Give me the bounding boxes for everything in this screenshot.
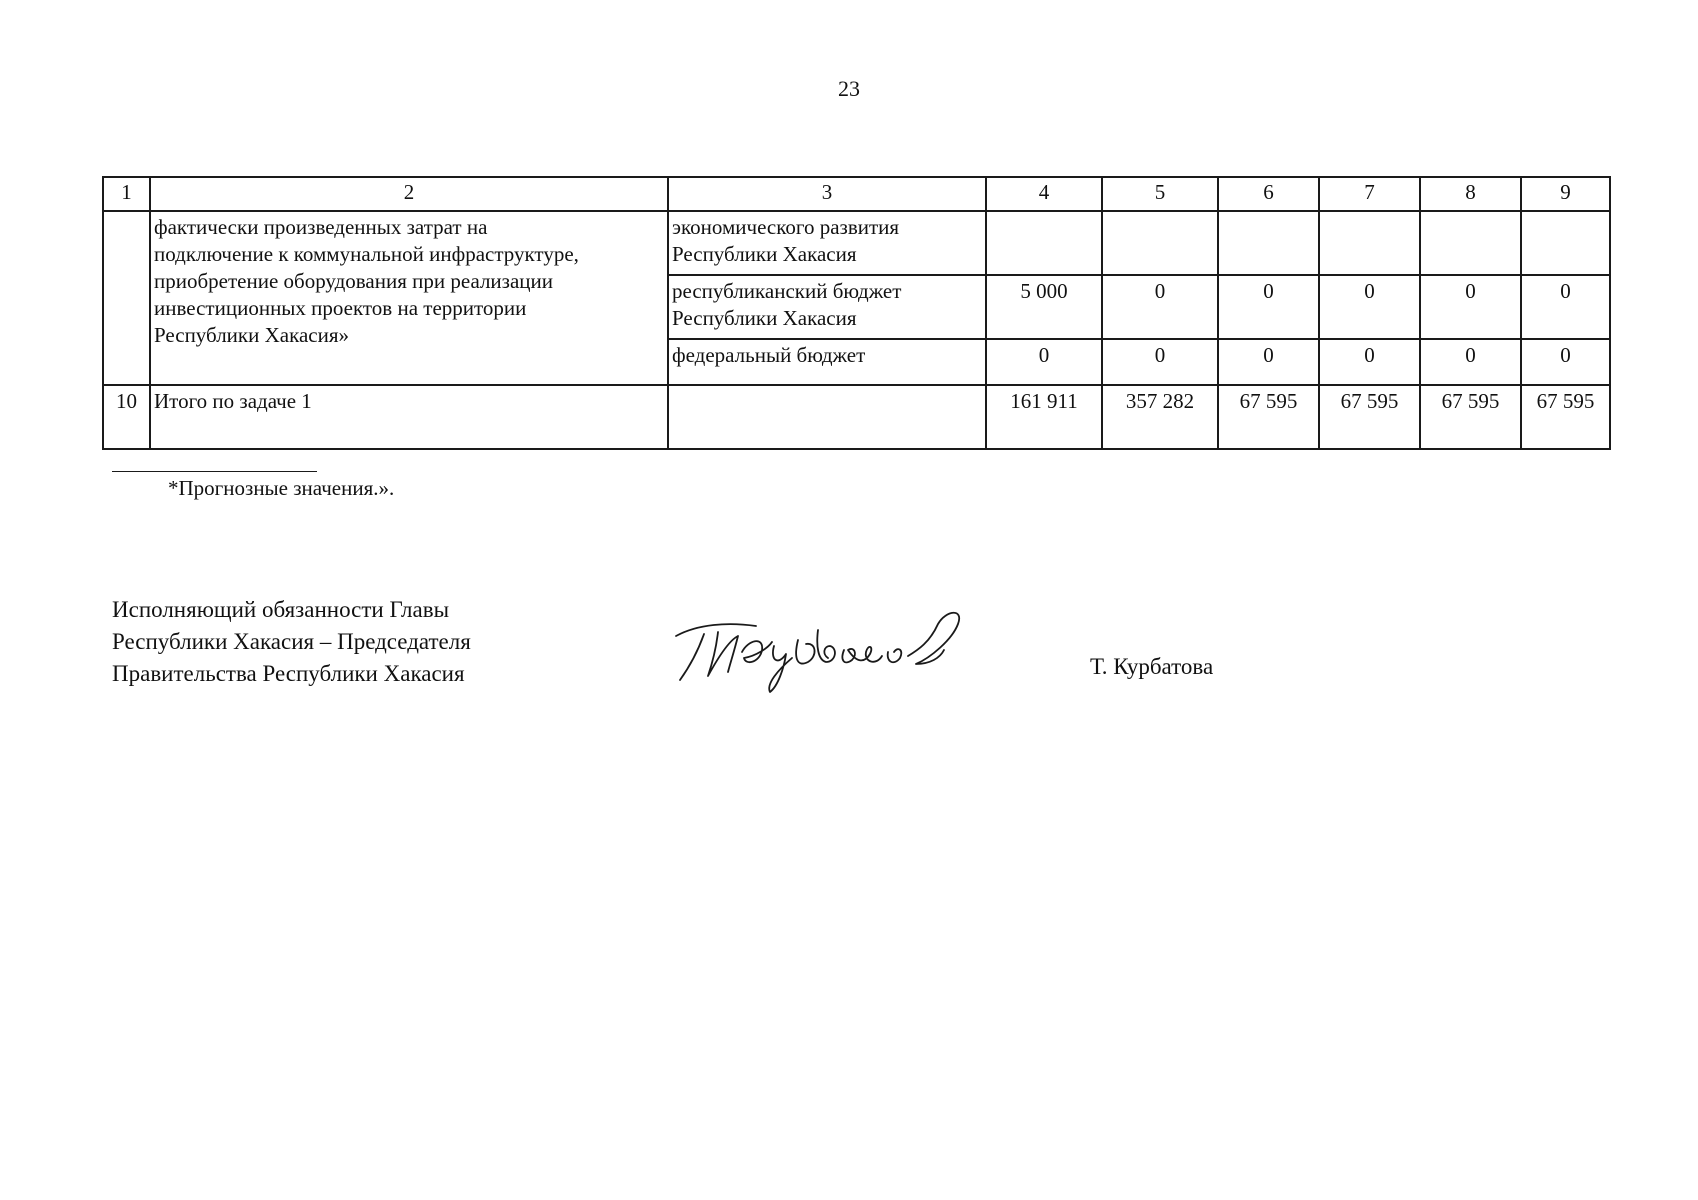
total-label-cell: Итого по задаче 1 <box>150 385 668 449</box>
table-header-row <box>103 177 1610 211</box>
value-cell: 0 <box>1521 339 1610 385</box>
value-cell: 161 911 <box>986 385 1102 449</box>
measure-name-line: фактически произведенных затрат на <box>154 215 488 239</box>
measure-name-line: приобретение оборудования при реализации <box>154 269 553 293</box>
header-cell: 9 <box>1521 177 1610 211</box>
value-cell <box>1420 211 1521 275</box>
value-cell: 0 <box>1319 275 1420 339</box>
value-cell: 67 595 <box>1521 385 1610 449</box>
value-cell: 67 595 <box>1319 385 1420 449</box>
value-cell <box>1319 211 1420 275</box>
funding-source-line: Республики Хакасия <box>672 242 857 266</box>
value-cell: 67 595 <box>1420 385 1521 449</box>
value-cell: 0 <box>1218 339 1319 385</box>
header-cell: 7 <box>1319 177 1420 211</box>
value-cell: 0 <box>1521 275 1610 339</box>
row-number-cell <box>103 211 150 385</box>
value-cell: 0 <box>1420 339 1521 385</box>
signatory-title-line: Правительства Республики Хакасия <box>112 661 465 686</box>
header-cell: 2 <box>150 177 668 211</box>
table-row <box>103 211 1610 275</box>
value-cell: 67 595 <box>1218 385 1319 449</box>
row-number-cell: 10 <box>103 385 150 449</box>
value-cell <box>1521 211 1610 275</box>
signer-name: Т. Курбатова <box>1090 654 1214 679</box>
funding-source-cell <box>668 339 986 385</box>
value-cell: 5 000 <box>986 275 1102 339</box>
funding-source-cell <box>668 275 986 339</box>
signatory-title-line: Исполняющий обязанности Главы <box>112 597 450 622</box>
footnote-divider <box>112 471 317 472</box>
funding-source-line: Республики Хакасия <box>672 306 857 330</box>
funding-source-line: экономического развития <box>672 215 900 239</box>
header-cell: 5 <box>1102 177 1218 211</box>
footnote: *Прогнозные значения.». <box>168 476 395 500</box>
page-number: 23 <box>838 76 860 101</box>
value-cell <box>986 211 1102 275</box>
measure-name-line: Республики Хакасия» <box>154 323 350 347</box>
funding-source-line: федеральный бюджет <box>672 343 866 367</box>
value-cell: 0 <box>986 339 1102 385</box>
value-cell: 0 <box>1218 275 1319 339</box>
measure-name-cell <box>150 211 668 385</box>
measure-name-line: инвестиционных проектов на территории <box>154 296 527 320</box>
signatory-title-line: Республики Хакасия – Председателя <box>112 629 471 654</box>
header-cell: 4 <box>986 177 1102 211</box>
funding-source-cell <box>668 211 986 275</box>
header-cell: 8 <box>1420 177 1521 211</box>
measure-name-line: подключение к коммунальной инфраструктуре, <box>154 242 579 266</box>
value-cell <box>1102 211 1218 275</box>
header-cell: 6 <box>1218 177 1319 211</box>
value-cell: 0 <box>1102 339 1218 385</box>
value-cell: 0 <box>1319 339 1420 385</box>
budget-table <box>102 176 1611 450</box>
value-cell <box>1218 211 1319 275</box>
handwritten-signature <box>668 606 998 696</box>
funding-source-line: республиканский бюджет <box>672 279 902 303</box>
funding-source-cell <box>668 385 986 449</box>
value-cell: 357 282 <box>1102 385 1218 449</box>
value-cell: 0 <box>1420 275 1521 339</box>
header-cell: 3 <box>668 177 986 211</box>
total-row <box>103 385 1610 449</box>
signatory-title <box>112 594 471 690</box>
value-cell: 0 <box>1102 275 1218 339</box>
header-cell: 1 <box>103 177 150 211</box>
